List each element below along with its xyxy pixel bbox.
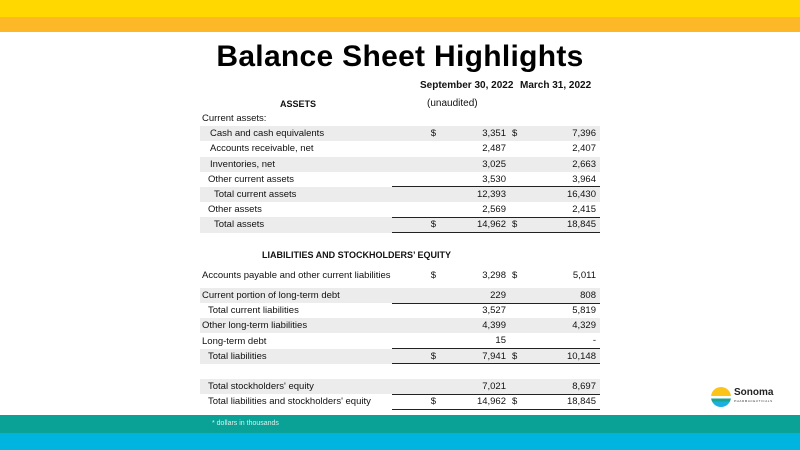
value-sep-2022: 229 [440,288,510,303]
value-sep-2022: 3,298 [482,269,506,281]
currency-sign: $ [392,394,440,409]
value-mar-2022 [530,111,600,126]
table-row [200,318,600,333]
currency-sign [510,187,530,202]
page-title: Balance Sheet Highlights [216,40,584,73]
value-sep-2022: 4,399 [440,318,510,333]
table-row [200,248,600,263]
currency-sign [510,303,530,318]
value-mar-2022 [530,364,600,379]
row-label: Total liabilities [200,349,392,364]
top-orange-band [0,17,800,32]
table-row [200,111,600,126]
row-label: Total stockholders' equity [200,379,392,394]
value-sep-2022 [440,364,510,379]
value-sep-2022 [440,233,510,248]
row-label: Total assets [200,217,392,232]
value-sep-2022: 15 [495,335,506,347]
currency-sign [392,157,440,172]
value-sep-2022: 7,021 [440,379,510,394]
currency-sign [510,333,530,348]
sonoma-sun-icon [711,387,731,407]
currency-sign [510,157,530,172]
currency-sign [392,111,440,126]
currency-sign [392,333,440,348]
row-label: Long-term debt [202,335,267,347]
table-row [200,187,600,202]
value-sep-2022: 2,487 [482,143,506,155]
currency-sign [392,233,440,248]
value-mar-2022: - [592,335,596,347]
currency-sign [392,172,440,187]
value-mar-2022: 8,697 [530,379,600,394]
currency-sign [510,364,530,379]
logo-tagline: PHARMACEUTICALS [734,399,773,403]
currency-sign: $ [510,217,530,232]
table-row [200,394,600,409]
column-header-mar-2022: March 31, 2022 [520,80,592,91]
value-sep-2022: 2,569 [482,203,506,215]
value-mar-2022: 2,663 [530,157,600,172]
row-label: Inventories, net [200,157,392,172]
table-row [200,303,600,318]
currency-sign [510,111,530,126]
value-sep-2022: 3,025 [440,157,510,172]
currency-sign [392,303,440,318]
currency-sign [510,141,530,156]
logo-name: Sonoma [734,387,774,398]
currency-sign: $ [392,349,440,364]
table-row [200,233,600,248]
row-label [200,364,392,379]
value-mar-2022: 5,819 [530,303,600,318]
value-mar-2022: 7,396 [530,126,600,141]
row-label: Accounts payable and other current liabilities [202,269,391,281]
value-mar-2022: 5,011 [572,269,596,281]
row-label: Accounts receivable, net [210,143,314,155]
bottom-cyan-band [0,433,800,450]
currency-sign [510,288,530,303]
bottom-teal-band [0,415,800,433]
row-label: Cash and cash equivalents [200,126,392,141]
table-row [200,333,600,348]
sonoma-logo [711,387,773,407]
currency-sign: $ [392,126,440,141]
currency-sign: $ [392,217,440,232]
currency-sign [392,318,440,333]
value-sep-2022: 14,962 [440,394,510,409]
row-label [200,233,392,248]
table-row [200,263,600,288]
column-header-sep-2022: September 30, 2022 [420,80,514,91]
assets-header: ASSETS [280,99,317,109]
currency-sign [392,379,440,394]
top-yellow-band [0,0,800,17]
row-label: Other long-term liabilities [200,318,392,333]
value-sep-2022: 3,527 [440,303,510,318]
currency-sign: $ [510,126,530,141]
currency-sign [392,187,440,202]
table-row [200,288,600,303]
table-row [200,217,600,232]
value-mar-2022: 808 [530,288,600,303]
currency-sign [392,141,440,156]
value-sep-2022 [440,111,510,126]
table-row [200,141,600,156]
value-mar-2022: 18,845 [530,217,600,232]
table-row [200,349,600,364]
table-row [200,172,600,187]
currency-sign: $ [512,269,518,281]
row-label: Current portion of long-term debt [200,288,392,303]
table-row [200,202,600,217]
value-mar-2022: 16,430 [530,187,600,202]
row-label: Other assets [208,204,262,216]
currency-sign: $ [430,269,436,281]
currency-sign [392,364,440,379]
table-row [200,379,600,394]
value-sep-2022: 3,351 [440,126,510,141]
value-sep-2022: 3,530 [482,173,506,185]
value-mar-2022: 18,845 [530,394,600,409]
row-label: Total current liabilities [208,305,299,317]
value-mar-2022: 3,964 [572,173,596,185]
currency-sign [510,379,530,394]
currency-sign [510,233,530,248]
row-label: Current assets: [202,113,267,125]
table-row [200,126,600,141]
value-sep-2022: 12,393 [440,187,510,202]
value-mar-2022 [530,233,600,248]
currency-sign: $ [510,349,530,364]
value-sep-2022: 14,962 [440,217,510,232]
currency-sign: $ [510,394,530,409]
row-label: Other current assets [208,173,295,185]
unaudited-label: (unaudited) [427,98,478,109]
table-row [200,364,600,379]
value-mar-2022: 2,407 [572,143,596,155]
table-row [200,157,600,172]
value-mar-2022: 4,329 [530,318,600,333]
row-label: LIABILITIES AND STOCKHOLDERS’ EQUITY [262,250,452,261]
value-mar-2022: 10,148 [530,349,600,364]
footnote: * dollars in thousands [212,420,279,427]
row-label: Total current assets [200,187,392,202]
row-label: Total liabilities and stockholders' equity [208,396,371,408]
currency-sign [392,288,440,303]
value-sep-2022: 7,941 [440,349,510,364]
value-mar-2022: 2,415 [572,203,596,215]
balance-sheet-table [200,111,600,410]
currency-sign [510,318,530,333]
currency-sign [510,202,530,217]
currency-sign [510,172,530,187]
currency-sign [392,202,440,217]
